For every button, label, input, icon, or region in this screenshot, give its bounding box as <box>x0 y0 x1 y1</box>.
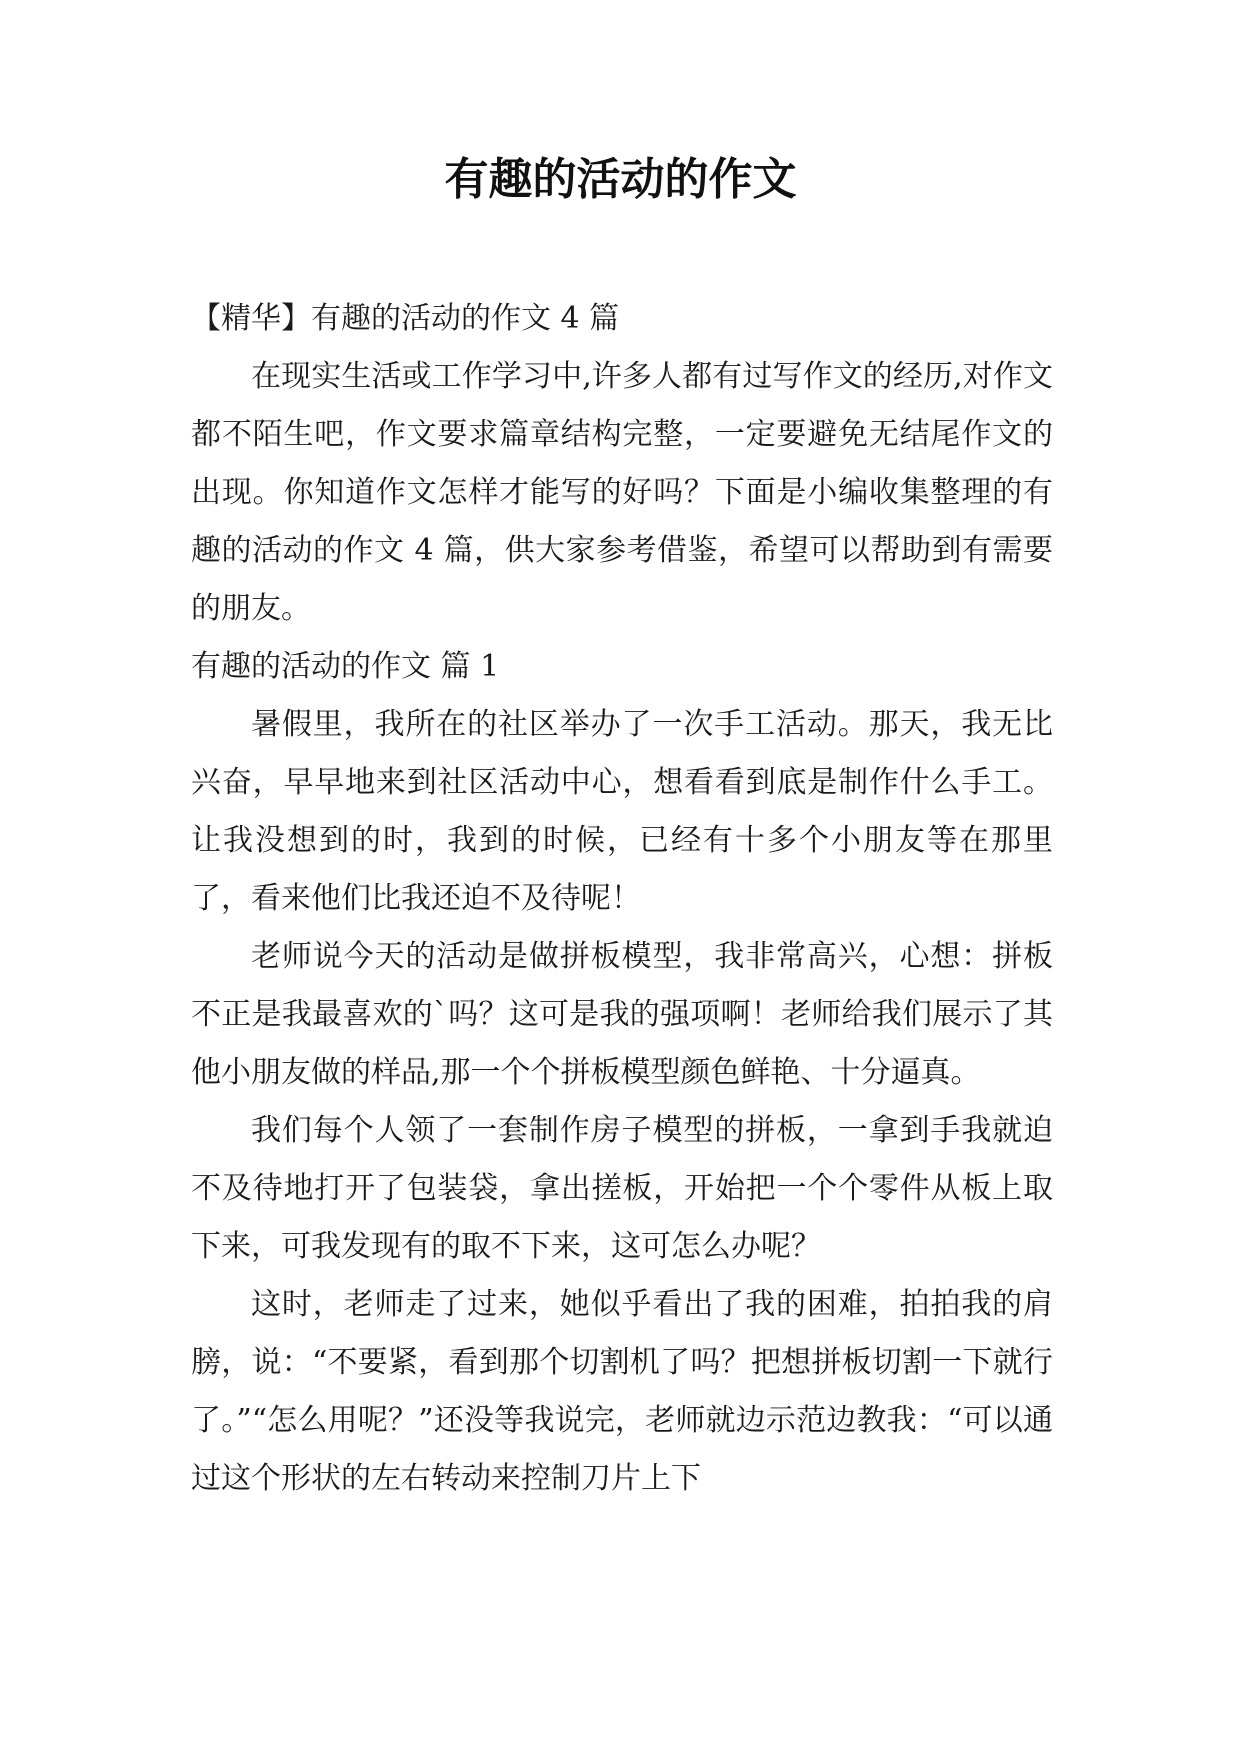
paragraph: 老师说今天的活动是做拼板模型，我非常高兴，心想：拼板不正是我最喜欢的`吗？这可是我的强项啊！老师给我们展示了其他小朋友做的样品,那一个个拼板模型颜色鲜艳、十分逼真。 <box>191 939 1053 1090</box>
paragraph: 我们每个人领了一套制作房子模型的拼板，一拿到手我就迫不及待地打开了包装袋，拿出搓板，开始把一个个零件从板上取下来，可我发现有的取不下来，这可怎么办呢？ <box>191 1113 1053 1264</box>
section-heading: 有趣的活动的作文 篇 1 <box>191 649 500 684</box>
intro-paragraph: 在现实生活或工作学习中,许多人都有过写作文的经历,对作文都不陌生吧，作文要求篇章结构完整，一定要避免无结尾作文的出现。你知道作文怎样才能写的好吗？下面是小编收集整理的有趣的活动的作文 4 篇，供大家参考借鉴，希望可以帮助到有需要的朋友。 <box>191 359 1053 626</box>
document-title: 有趣的活动的作文 <box>444 154 797 205</box>
paragraph: 暑假里，我所在的社区举办了一次手工活动。那天，我无比兴奋，早早地来到社区活动中心，想看看到底是制作什么手工。让我没想到的时，我到的时候，已经有十多个小朋友等在那里了，看来他们比我还迫不及待呢！ <box>191 707 1053 916</box>
subtitle: 【精华】有趣的活动的作文 4 篇 <box>191 301 620 336</box>
paragraph: 这时，老师走了过来，她似乎看出了我的困难，拍拍我的肩膀，说：“不要紧，看到那个切割机了吗？把想拼板切割一下就行了。”“怎么用呢？”还没等我说完，老师就边示范边教我：“可以通过这个形状的左右转动来控制刀片上下 <box>191 1287 1053 1496</box>
document-body <box>191 290 1053 1508</box>
